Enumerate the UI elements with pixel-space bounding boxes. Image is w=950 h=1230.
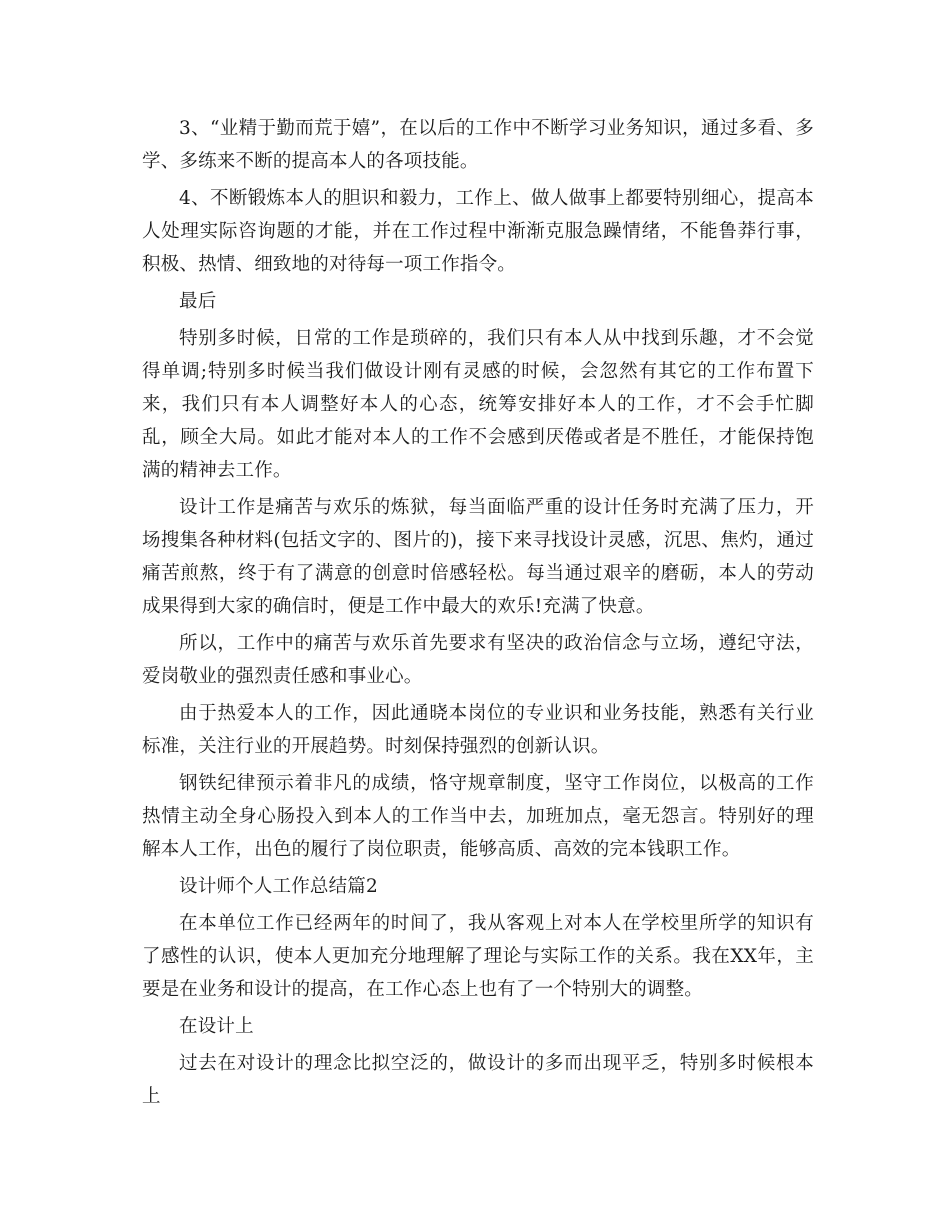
paragraph-two-years: 在本单位工作已经两年的时间了，我从客观上对本人在学校里所学的知识有了感性的认识，使本人更加充分地理解了理论与实际工作的关系。我在XX年，主要是在业务和设计的提高，在工作心态上也有了一个特别大的调整。 xyxy=(142,913,814,1000)
paragraph-item-3: 3、“业精于勤而荒于嬉”，在以后的工作中不断学习业务知识，通过多看、多学、多练来不断的提高本人的各项技能。 xyxy=(142,118,814,172)
paragraph-item-4: 4、不断锻炼本人的胆识和毅力，工作上、做人做事上都要特别细心，提高本人处理实际咨询题的才能，并在工作过程中渐渐克服急躁情绪，不能鲁莽行事，积极、热情、细致地的对待每一项工作指令。 xyxy=(142,188,814,275)
paragraph-professional-skills: 由于热爱本人的工作，因此通晓本岗位的专业识和业务技能，熟悉有关行业标准，关注行业的开展趋势。时刻保持强烈的创新认识。 xyxy=(142,703,814,757)
section-heading-part-2: 设计师个人工作总结篇2 xyxy=(179,876,378,897)
paragraph-discipline: 钢铁纪律预示着非凡的成绩，恪守规章制度，坚守工作岗位，以极高的工作热情主动全身心肠投入到本人的工作当中去，加班加点，毫无怨言。特别好的理解本人工作，出色的履行了岗位职责，能够高质、高效的完本钱职工作。 xyxy=(142,773,814,860)
document-body xyxy=(142,112,814,1117)
section-heading-finally: 最后 xyxy=(179,291,217,312)
paragraph-conclusion: 所以，工作中的痛苦与欢乐首先要求有坚决的政治信念与立场，遵纪守法，爱岗敬业的强烈责任感和事业心。 xyxy=(142,633,814,687)
paragraph-design-work: 设计工作是痛苦与欢乐的炼狱，每当面临严重的设计任务时充满了压力，开场搜集各种材料(包括文字的、图片的)，接下来寻找设计灵感，沉思、焦灼，通过痛苦煎熬，终于有了满意的创意时倍感轻松。每当通过艰辛的磨砺，本人的劳动成果得到大家的确信时，便是工作中最大的欢乐!充满了快意。 xyxy=(142,497,814,617)
paragraph-daily-work: 特别多时候，日常的工作是琐碎的，我们只有本人从中找到乐趣，才不会觉得单调;特别多时候当我们做设计刚有灵感的时候，会忽然有其它的工作布置下来，我们只有本人调整好本人的心态，统筹安排好本人的工作，才不会手忙脚乱，顾全大局。如此才能对本人的工作不会感到厌倦或者是不胜任，才能保持饱满的精神去工作。 xyxy=(142,328,814,481)
paragraph-design-concept: 过去在对设计的理念比拟空泛的，做设计的多而出现平乏，特别多时候根本上 xyxy=(142,1053,814,1107)
section-heading-design: 在设计上 xyxy=(179,1016,254,1037)
